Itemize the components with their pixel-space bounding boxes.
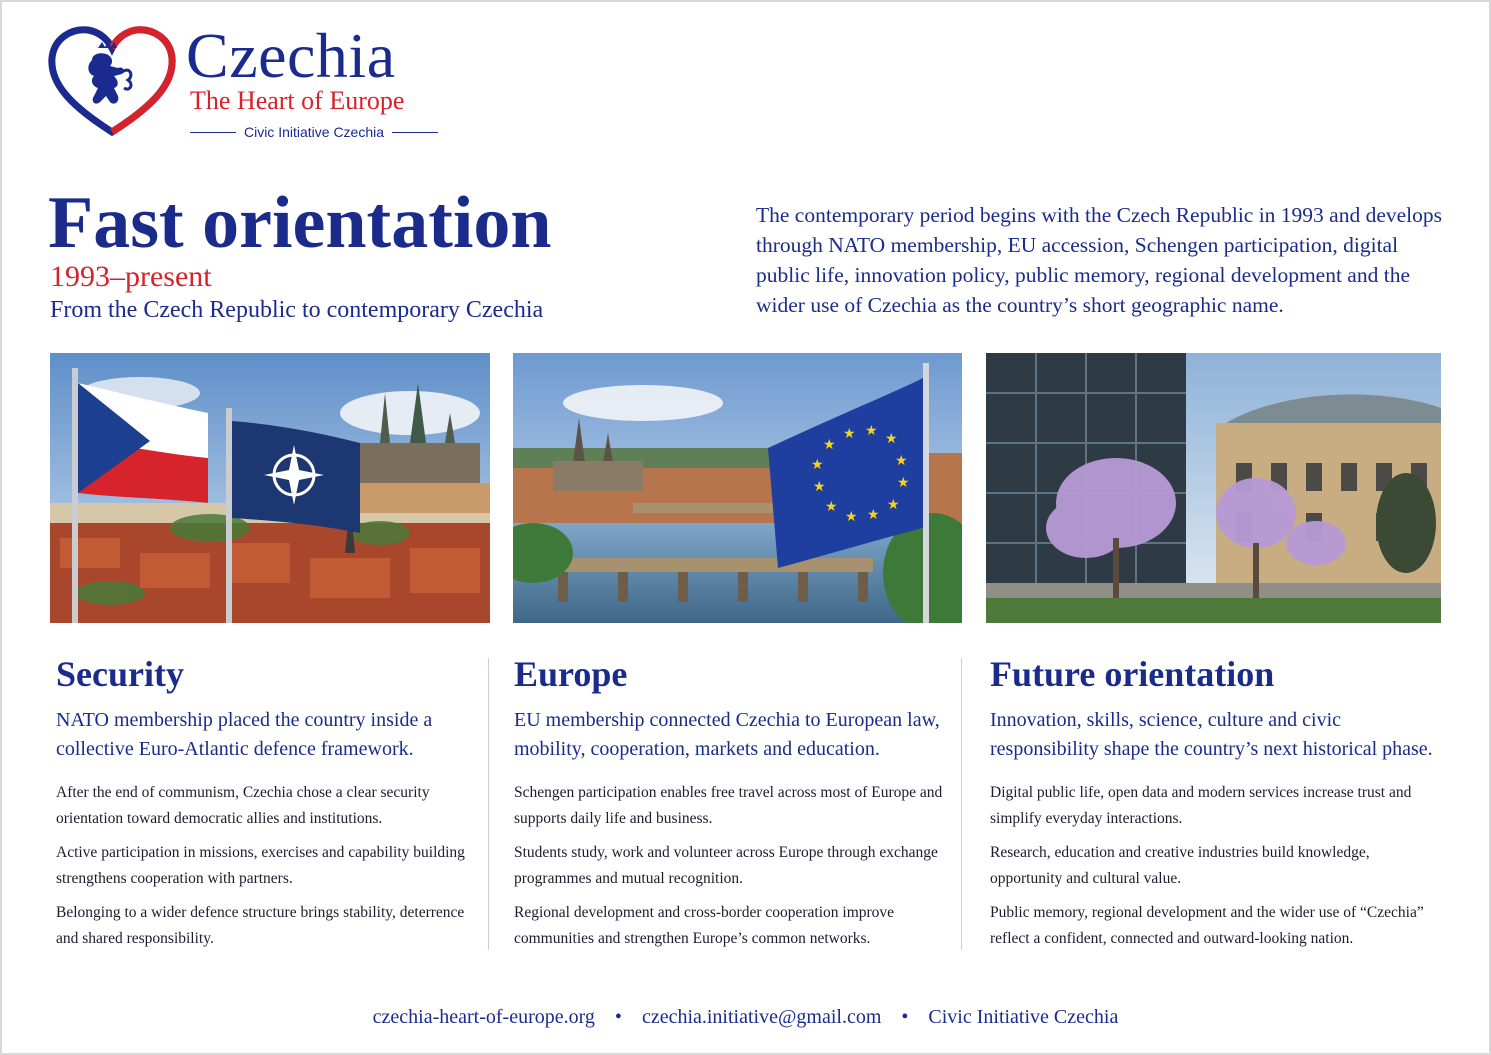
section-paragraph: Students study, work and volunteer across Europe through exchange programmes and mutual recognition. — [514, 844, 938, 887]
section-paragraph: Public memory, regional development and the wider use of “Czechia” reflect a confident, connected and outward-looking nation. — [990, 904, 1424, 947]
svg-text:★: ★ — [887, 497, 900, 513]
period-label: 1993–present — [50, 260, 212, 293]
footer-separator: • — [901, 1006, 909, 1028]
svg-text:★: ★ — [865, 423, 878, 439]
footer-website-link[interactable]: czechia-heart-of-europe.org — [372, 1006, 595, 1028]
section-paragraph: Schengen participation enables free travel across most of Europe and supports daily life and business. — [514, 784, 943, 827]
brand-rule-right — [392, 132, 438, 133]
section-security — [56, 656, 476, 960]
svg-text:★: ★ — [845, 509, 858, 525]
svg-text:★: ★ — [811, 457, 824, 473]
footer-separator: • — [614, 1006, 622, 1028]
column-divider-1 — [488, 658, 489, 950]
photo-europe-bridges — [513, 353, 962, 623]
page-title: Fast orientation — [48, 182, 552, 264]
svg-text:★: ★ — [843, 426, 856, 442]
brand-tagline: The Heart of Europe — [190, 86, 405, 115]
brand-logo — [48, 20, 448, 146]
column-divider-2 — [961, 658, 962, 950]
page-subtitle: From the Czech Republic to contemporary Czechia — [50, 297, 544, 323]
footer-email-link[interactable]: czechia.initiative@gmail.com — [641, 1006, 882, 1028]
svg-text:★: ★ — [813, 479, 826, 495]
brand-name: Czechia — [186, 20, 396, 91]
brand-subline — [190, 124, 438, 140]
heart-lion-emblem-icon — [48, 26, 176, 138]
section-paragraph: Active participation in missions, exercises and capability building strengthens cooperation with partners. — [56, 844, 465, 887]
svg-text:★: ★ — [823, 437, 836, 453]
section-lead: EU membership connected Czechia to European law, mobility, cooperation, markets and education. — [514, 709, 940, 760]
footer-org-name: Civic Initiative Czechia — [928, 1006, 1119, 1028]
photo-future-buildings — [986, 353, 1441, 623]
photo-security-flags — [50, 353, 490, 623]
svg-text:★: ★ — [867, 507, 880, 523]
section-paragraph: Belonging to a wider defence structure brings stability, deterrence and shared responsibility. — [56, 904, 465, 947]
brand-rule-left — [190, 132, 236, 133]
svg-text:★: ★ — [897, 475, 910, 491]
section-paragraph: Digital public life, open data and modern services increase trust and simplify everyday interactions. — [990, 784, 1412, 827]
svg-text:★: ★ — [825, 499, 838, 515]
footer — [0, 1006, 1491, 1029]
section-europe — [514, 656, 954, 960]
section-future-orientation — [990, 656, 1440, 960]
section-paragraph: Regional development and cross-border cooperation improve communities and strengthen Europe’s common networks. — [514, 904, 895, 947]
section-title: Europe — [514, 654, 628, 694]
section-paragraph: After the end of communism, Czechia chose a clear security orientation toward democratic allies and institutions. — [56, 784, 430, 827]
svg-text:★: ★ — [895, 453, 908, 469]
svg-text:★: ★ — [885, 431, 898, 447]
section-paragraph: Research, education and creative industries build knowledge, opportunity and cultural value. — [990, 844, 1370, 887]
intro-paragraph: The contemporary period begins with the Czech Republic in 1993 and develops through NATO membership, EU accession, Schengen participation, digital public life, innovation policy, public memory, regional development and the wider use of Czechia as the country’s short geographic name. — [756, 203, 1443, 317]
brand-sub-text: Civic Initiative Czechia — [243, 124, 385, 140]
section-title: Security — [56, 654, 184, 694]
section-lead: Innovation, skills, science, culture and civic responsibility shape the country’s next historical phase. — [990, 709, 1433, 760]
section-title: Future orientation — [990, 654, 1275, 694]
section-lead: NATO membership placed the country inside a collective Euro-Atlantic defence framework. — [56, 709, 433, 760]
